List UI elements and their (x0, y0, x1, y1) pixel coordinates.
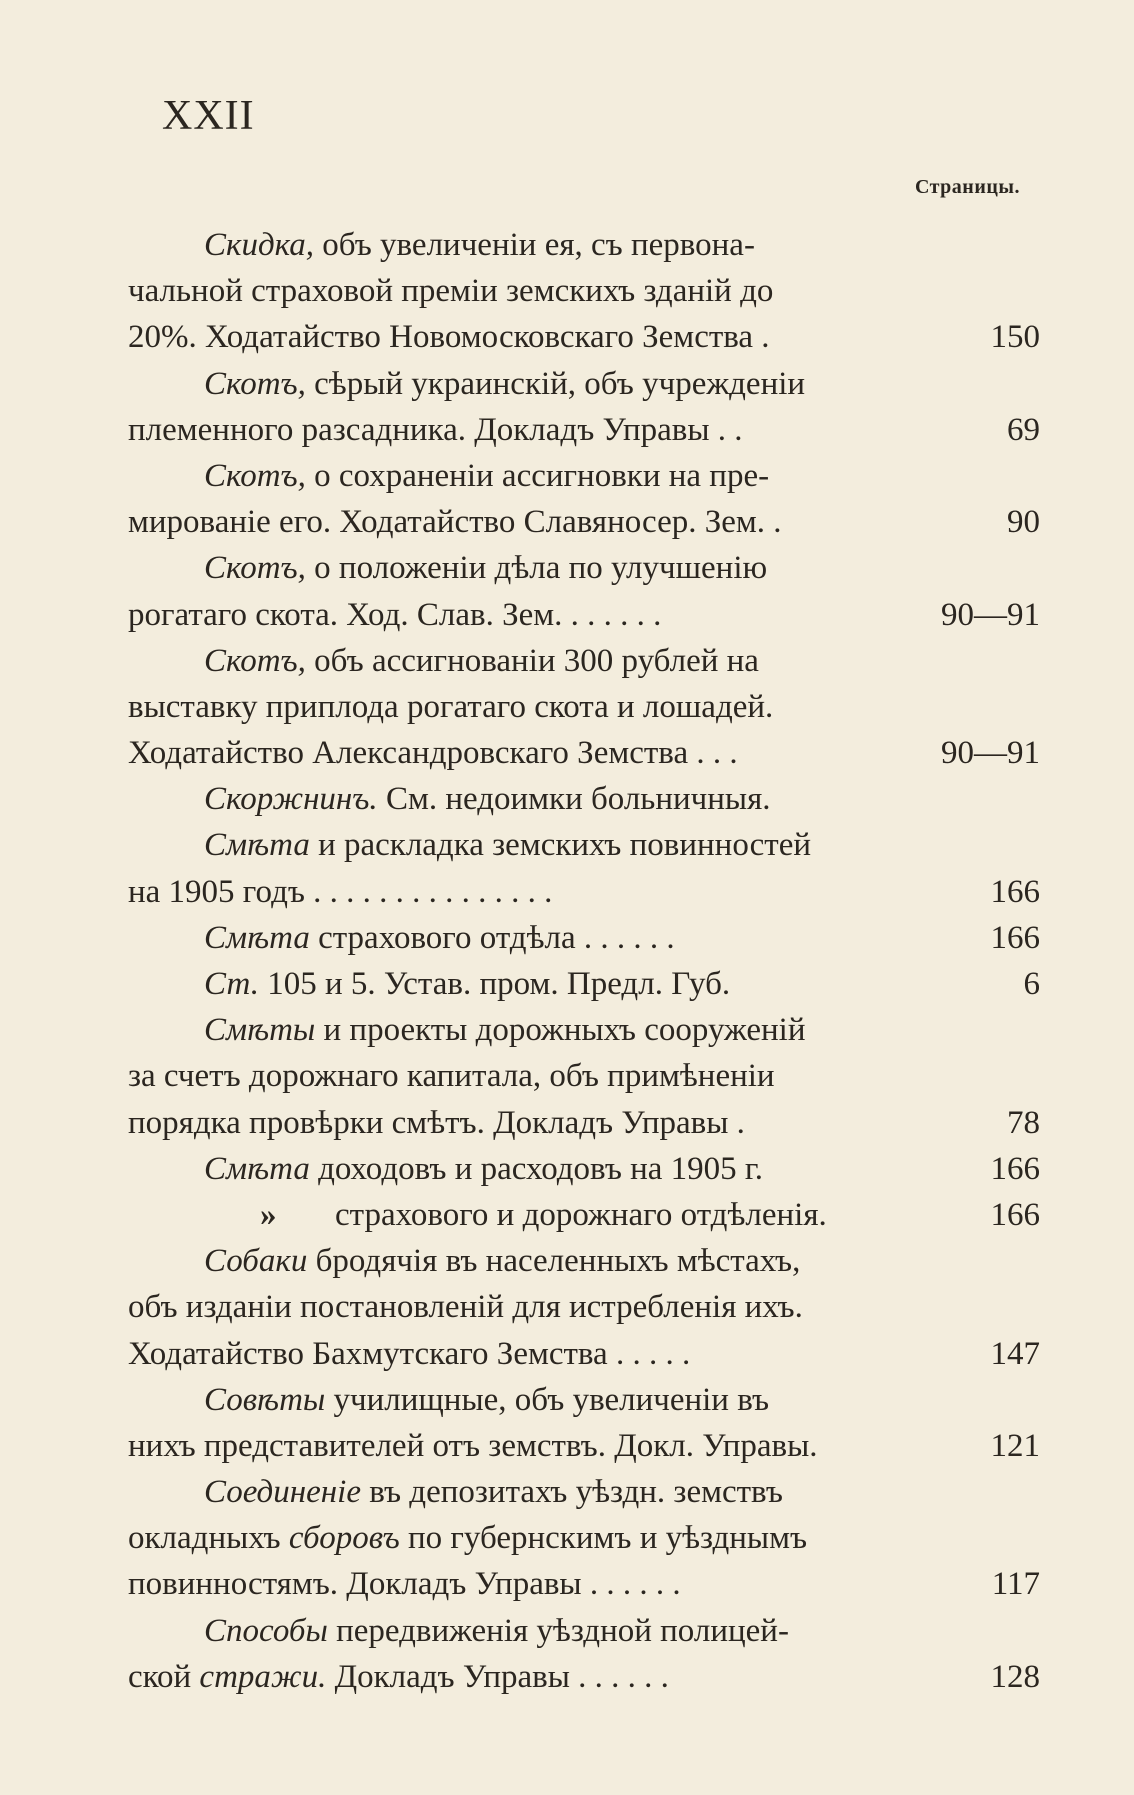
ditto-mark: » (260, 1196, 277, 1233)
entry-text (204, 453, 769, 499)
entry-line (128, 822, 1040, 868)
index-entry (128, 1146, 1040, 1192)
index-entry (128, 1469, 1040, 1608)
entry-line (128, 1423, 1040, 1469)
index-entry (128, 961, 1040, 1007)
entry-text (128, 1423, 818, 1469)
entry-text (204, 961, 730, 1007)
entry-text (128, 1561, 681, 1607)
entry-body-continued: Докладъ Управы . . . . . . (334, 1658, 669, 1695)
entry-line (128, 545, 1040, 591)
entry-text (204, 545, 767, 591)
entry-body: сѣрый украинскій, объ учрежденіи (314, 365, 806, 402)
entry-line (128, 1284, 1040, 1330)
entry-text (204, 1469, 783, 1515)
entry-body: 105 и 5. Устав. пром. Предл. Губ. (267, 966, 731, 1002)
entry-body: ской (128, 1658, 192, 1695)
page-reference: 90 (1007, 504, 1040, 541)
entry-text (335, 1192, 827, 1238)
index-entry (128, 915, 1040, 961)
page-reference: 117 (991, 1566, 1040, 1603)
entry-keyword: Смѣта (204, 827, 310, 864)
entry-keyword: Совѣты (204, 1381, 326, 1418)
page-reference: 147 (990, 1335, 1040, 1372)
entry-body: племенного разсадника. Докладъ Управы . . (128, 411, 743, 448)
page-reference: 166 (990, 1196, 1040, 1233)
entry-body: окладныхъ (128, 1520, 281, 1557)
entry-body: объ ассигнованіи 300 рублей на (314, 642, 759, 679)
entry-text (204, 1377, 769, 1423)
entry-text (128, 1331, 690, 1377)
entry-body: мированіе его. Ходатайство Славяносер. Зем. . (128, 504, 782, 541)
entry-body: чальной страховой преміи земскихъ зданій до (128, 273, 774, 310)
entry-line (128, 638, 1040, 684)
entry-text (128, 730, 738, 776)
entry-body: порядка провѣрки смѣтъ. Докладъ Управы . (128, 1104, 745, 1141)
index-entries (128, 222, 1040, 1700)
index-entry (128, 638, 1040, 777)
entry-body: объ увеличеніи ея, съ первона- (322, 227, 755, 263)
entry-text (128, 407, 743, 453)
index-entry (128, 1192, 1040, 1238)
entry-text (128, 592, 661, 638)
entry-text (128, 314, 770, 360)
entry-text (204, 1007, 806, 1053)
entry-keyword: Соединеніе (204, 1474, 361, 1511)
entry-italic-term: сборовъ (288, 1520, 400, 1557)
entry-text (128, 1100, 745, 1146)
page-number: XXII (162, 93, 255, 139)
entry-line (128, 684, 1040, 730)
entry-line (128, 1608, 1040, 1654)
entry-text (128, 1654, 669, 1700)
entry-line (128, 1515, 1040, 1561)
entry-keyword: Скидка, (204, 227, 315, 263)
entry-body: передвиженія уѣздной полицей- (336, 1612, 789, 1649)
page-reference: 69 (1007, 411, 1040, 448)
entry-keyword: Скоржнинъ. (204, 781, 378, 818)
entry-body-continued: по губернскимъ и уѣзднымъ (407, 1520, 808, 1557)
page-reference: 78 (1007, 1104, 1040, 1141)
entry-body: Ходатайство Александровскаго Земства . . . (128, 735, 738, 772)
entry-line (128, 1238, 1040, 1284)
entry-text (128, 268, 773, 314)
index-entry (128, 1238, 1040, 1377)
entry-body: См. недоимки больничныя. (385, 781, 771, 818)
page-reference: 121 (990, 1427, 1040, 1464)
index-entry (128, 545, 1040, 637)
entry-line (128, 314, 1040, 360)
entry-body: 20%. Ходатайство Новомосковскаго Земства . (128, 319, 770, 356)
entry-line (128, 361, 1040, 407)
entry-text (204, 222, 755, 268)
entry-body: о положеніи дѣла по улучшенію (314, 550, 768, 587)
entry-text (204, 915, 675, 961)
entry-line (128, 222, 1040, 268)
entry-keyword: Смѣта (204, 919, 310, 956)
page-reference: 166 (990, 919, 1040, 956)
entry-keyword: Скотъ, (204, 457, 306, 494)
entry-line (128, 268, 1040, 314)
entry-keyword: Смѣта (204, 1150, 310, 1187)
entry-text (128, 1515, 807, 1561)
entry-italic-term: стражи. (199, 1658, 327, 1695)
entry-line (128, 869, 1040, 915)
entry-line (128, 1053, 1040, 1099)
entry-keyword: Скотъ, (204, 365, 306, 402)
entry-text (128, 869, 552, 915)
entry-text (128, 1053, 775, 1099)
entry-body: бродячія въ населенныхъ мѣстахъ, (315, 1243, 801, 1280)
entry-line (128, 1007, 1040, 1053)
entry-keyword: Собаки (204, 1243, 308, 1280)
entry-line (128, 961, 1040, 1007)
entry-text (204, 638, 759, 684)
entry-body: страхового отдѣла . . . . . . (318, 919, 675, 956)
entry-line (128, 1331, 1040, 1377)
index-entry (128, 1377, 1040, 1469)
entry-line (128, 1100, 1040, 1146)
entry-text (128, 499, 782, 545)
entry-text (204, 1608, 789, 1654)
entry-line (128, 1377, 1040, 1423)
page-reference: 166 (990, 873, 1040, 910)
index-entry (128, 1007, 1040, 1146)
entry-keyword: Способы (204, 1612, 328, 1649)
entry-line (128, 407, 1040, 453)
entry-body: Ходатайство Бахмутскаго Земства . . . . . (128, 1335, 691, 1372)
entry-body: рогатаго скота. Ход. Слав. Зем. . . . . . . (128, 596, 662, 633)
index-entry (128, 361, 1040, 453)
page-reference: 90—91 (941, 735, 1040, 772)
entry-line (128, 1146, 1040, 1192)
entry-body: о сохраненіи ассигновки на пре- (314, 457, 770, 494)
page-reference: 128 (990, 1658, 1040, 1695)
entry-line (128, 730, 1040, 776)
entry-keyword: Смѣты (204, 1012, 316, 1049)
entry-text (204, 1238, 800, 1284)
entry-line (128, 453, 1040, 499)
entry-keyword: Скотъ, (204, 550, 306, 587)
entry-text (204, 361, 805, 407)
page-reference: 6 (1023, 966, 1040, 1002)
entry-line (128, 1192, 1040, 1238)
entry-line (128, 915, 1040, 961)
entry-body: и проекты дорожныхъ сооруженій (323, 1012, 806, 1049)
index-entry (128, 222, 1040, 361)
entry-keyword: Ст. (204, 966, 259, 1002)
index-entry (128, 776, 1040, 822)
entry-line (128, 592, 1040, 638)
entry-body: повинностямъ. Докладъ Управы . . . . . . (128, 1566, 681, 1603)
page-reference: 166 (990, 1150, 1040, 1187)
page-reference: 150 (990, 319, 1040, 356)
entry-line (128, 1561, 1040, 1607)
entry-text (204, 1146, 763, 1192)
index-entry (128, 453, 1040, 545)
entry-line (128, 776, 1040, 822)
entry-body: за счетъ дорожнаго капитала, объ примѣненіи (128, 1058, 775, 1095)
entry-line (128, 1654, 1040, 1700)
entry-text (204, 822, 811, 868)
index-entry (128, 1608, 1040, 1700)
entry-text (204, 776, 771, 822)
pages-column-header: Страницы. (914, 176, 1020, 198)
entry-line (128, 499, 1040, 545)
entry-body: нихъ представителей отъ земствъ. Докл. Управы. (128, 1427, 818, 1464)
entry-body: въ депозитахъ уѣздн. земствъ (369, 1474, 783, 1511)
entry-text (128, 1284, 803, 1330)
entry-line (128, 1469, 1040, 1515)
index-entry (128, 822, 1040, 914)
entry-body: на 1905 годъ . . . . . . . . . . . . . . . (128, 873, 553, 910)
entry-body: объ изданіи постановленій для истребленія ихъ. (128, 1289, 803, 1326)
entry-keyword: Скотъ, (204, 642, 306, 679)
entry-text (128, 684, 773, 730)
entry-body: училищные, объ увеличеніи въ (333, 1381, 770, 1418)
entry-body: доходовъ и расходовъ на 1905 г. (318, 1150, 763, 1187)
entry-body: и раскладка земскихъ повинностей (318, 827, 812, 864)
page-reference: 90—91 (941, 596, 1040, 633)
entry-body: страхового и дорожнаго отдѣленія. (335, 1196, 827, 1233)
entry-body: выставку приплода рогатаго скота и лошадей. (128, 688, 774, 725)
